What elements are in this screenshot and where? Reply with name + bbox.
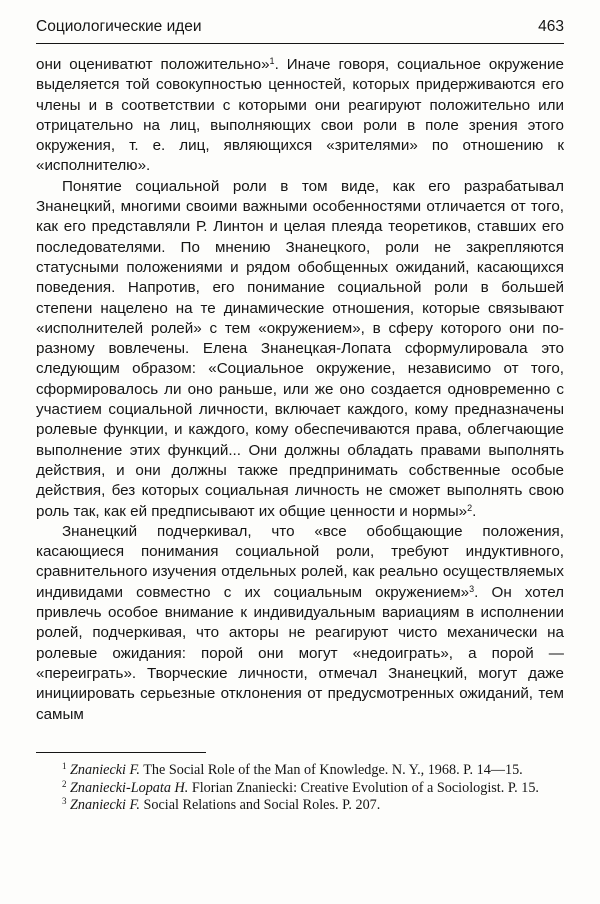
running-header: [36, 14, 564, 40]
text-run: . Иначе говоря, социальное окружение выделяется той совокупностью ценностей, которых придерживаются его члены и в соответствии с которыми они реагируют положительно или отрицательно на лиц, выполняющих свои роли в поле зрения этого окружения, т. е. лиц, являющихся «зрителями» по отношению к «исполнителю».: [36, 56, 564, 175]
text-run: .: [472, 502, 477, 520]
footnote-ref-3[interactable]: 3: [469, 583, 475, 594]
footnote-text: The Social Role of the Man of Knowledge. N. Y., 1968. P. 14—15.: [143, 762, 523, 778]
text-run: Знанецкий подчеркивал, что «все обобщающие положения, касающиеся понимания социальной роли, требуют индуктивного, сравнительного изучения отдельных ролей, как реально осуществляемых индивидами совместно с их социальным окружением»: [36, 522, 564, 601]
paragraph-2: [36, 177, 564, 522]
page-number: 463: [538, 18, 564, 35]
footnote-ref-1[interactable]: 1: [269, 56, 275, 66]
text-run: они оцениватют положительно»: [36, 56, 270, 73]
paragraph-3: [36, 522, 564, 725]
footnote-marker: 1: [62, 761, 67, 771]
running-title: Социологические идеи: [36, 18, 202, 35]
footnote-author: Znaniecki F.: [70, 762, 140, 778]
footnote-text: Social Relations and Social Roles. P. 207.: [143, 797, 381, 814]
footnote-2: [36, 780, 564, 798]
header-rule: [36, 43, 564, 44]
body-text: [36, 55, 564, 725]
footnote-ref-2[interactable]: 2: [467, 502, 473, 513]
footnote-rule: [36, 752, 206, 753]
footnote-author: Znaniecki F.: [70, 797, 140, 814]
footnote-text: Florian Znaniecki: Creative Evolution of a Sociologist. P. 15.: [191, 779, 539, 796]
footnote-3: [36, 797, 564, 815]
text-run: . Он хотел привлечь особое внимание к индивидуальным вариациям в исполнении ролей, подчеркивая, что акторы не реагируют чисто механически на ролевые ожидания: порой они могут «недоиграть», а порой — «переиграть». Творческие личности, отмечал Знанецкий, могут даже инициировать серьезные отклонения от предусмотренных ожиданий, тем самым: [36, 583, 565, 723]
footnotes: [36, 762, 564, 815]
footnote-marker: 2: [62, 778, 67, 789]
paragraph-1: [36, 55, 564, 177]
footnote-author: Znaniecki-Lopata H.: [70, 779, 189, 796]
text-run: Понятие социальной роли в том виде, как его разрабатывал Знанецкий, многими своими важными особенностями отличается от того, как его представляли Р. Линтон и целая плеяда теоретиков, ставших его последователями. По мнению Знанецкого, роли не закрепляются статусными положениями и рядом обобщенных ожиданий, касающихся поведения. Напротив, его понимание социальной роли в большей степени нацелено на те динамические отношения, которые связывают «исполнителей ролей» с тем «окружением», в сферу которого они по-разному вовлечены. Елена Знанецкая-Лопата сформулировала это следующим образом: «Социальное окружение, независимо от того, сформировалось ли оно раньше, или же оно создается одновременно с участием социальной личности, включает каждого, кому предназначены ролевые функции, и каждого, кому обеспечиваются права, облегчающие выполнение этих функций... Они должны обладать правами выполнять действия, и они должны также предпринимать собственные особые действия, без которых социальная личность не сможет выполнять свою роль так, как ей предписывают их общие ценности и нормы»: [36, 177, 564, 520]
footnote-marker: 3: [62, 796, 67, 807]
footnote-1: [36, 762, 564, 780]
